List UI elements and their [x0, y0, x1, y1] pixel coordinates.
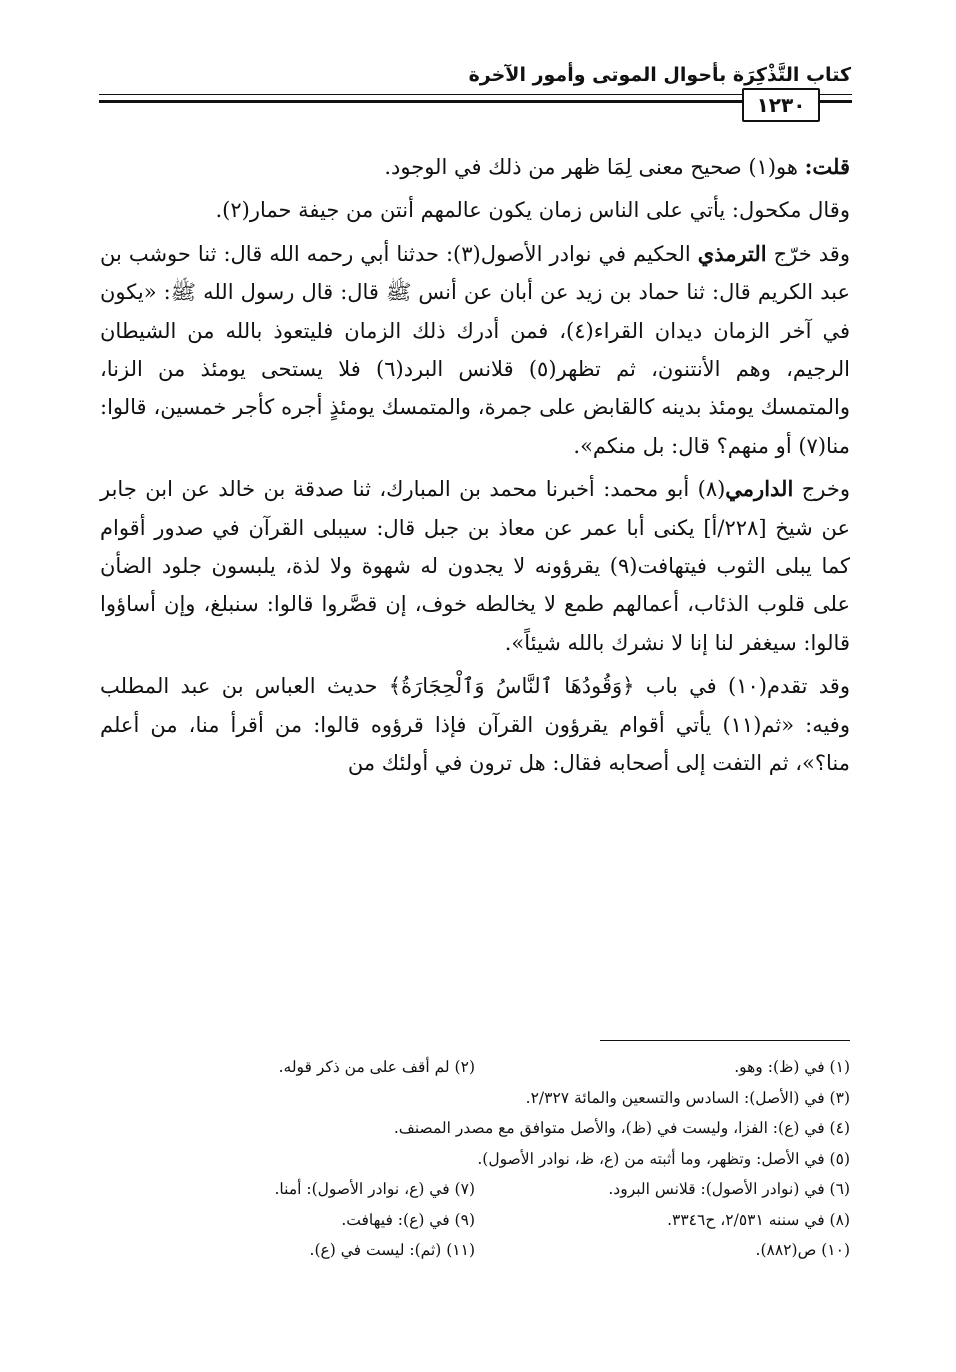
footnote-4: (٤) في (ع): الفزا، وليست في (ظ)، والأصل متوافق مع مصدر المصنف. — [393, 1119, 850, 1137]
footnote-row — [100, 1113, 850, 1144]
footnote-row — [100, 1052, 850, 1083]
header-rule-right-thick — [816, 100, 852, 103]
footnote-8: (٨) في سننه ٢/٥٣١، ح٣٣٤٦. — [667, 1210, 850, 1229]
paragraph-4-start: وخرج — [801, 477, 850, 502]
footnote-6: (٦) في (نوادر الأصول): قلانس البرود. — [608, 1180, 850, 1198]
running-header — [98, 64, 851, 112]
footnote-row — [100, 1174, 850, 1205]
footnote-separator — [600, 1040, 850, 1041]
paragraph-1-text: هو(١) صحيح معنى لِمَا ظهر من ذلك في الوجود. — [384, 155, 798, 179]
author-tirmidhi: الترمذي — [697, 240, 767, 266]
footnote-7: (٧) في (ع، نوادر الأصول): أمنا. — [274, 1180, 475, 1198]
footnote-2: (٢) لم أقف على من ذكر قوله. — [278, 1058, 475, 1076]
book-title: كتاب التَّذْكِرَة بأحوال الموتى وأمور الآخرة — [468, 64, 851, 86]
paragraph-4 — [100, 470, 850, 662]
paragraph-3-text: الحكيم في نوادر الأصول(٣): حدثنا أبي رحمه الله قال: ثنا حوشب بن عبد الكريم قال: ثنا حماد بن زيد عن أبان عن أنس ﷺ قال: قال رسول الله ﷺ: «يكون في آخر الزمان ديدان القراء(٤)، فمن أدرك ذلك الزمان فليتعوذ بالله من الشيطان الرجيم، وهم الأنتنون، ثم تظهر(٥) قلانس البرد(٦) فلا يستحى يومئذ من الزنا، والمتمسك يومئذ بدينه كالقابض على جمرة، والمتمسك يومئذٍ أجره كأجر خمسين، قالوا: منا(٧) أو منهم؟ قال: بل منكم». — [100, 241, 851, 458]
header-rule-top — [99, 94, 742, 95]
footnotes — [100, 1052, 850, 1266]
footnote-5: (٥) في الأصل: وتظهر، وما أثبته من (ع، ظ، نوادر الأصول). — [477, 1149, 850, 1168]
paragraph-3-start: وقد خرّج — [773, 241, 850, 266]
footnote-row — [100, 1235, 850, 1266]
paragraph-2: وقال مكحول: يأتي على الناس زمان يكون عالمهم أنتن من جيفة حمار(٢). — [215, 198, 850, 223]
paragraph-3 — [100, 235, 850, 465]
header-rule-thick — [99, 100, 742, 103]
paragraph-4-text: (٨) أبو محمد: أخبرنا محمد بن المبارك، ثنا صدقة بن خالد عن ابن جابر عن شيخ [٢٢٨/أ] يكنى أبا عمر عن معاذ بن جبل قال: سيبلى القرآن في صدور أقوام كما يبلى الثوب فيتهافت(٩) يقرؤونه لا يجدون له شهوة ولا لذة، يلبسون جلود الضأن على قلوب الذئاب، أعمالهم طمع لا يخالطه خوف، إن قصَّروا قالوا: سنبلغ، وإن أساؤوا قالوا: سيغفر لنا إنا لا نشرك بالله شيئاً». — [100, 477, 850, 655]
paragraph-1 — [100, 148, 850, 186]
page-number: ١٢٣٠ — [742, 88, 820, 122]
main-text — [100, 148, 850, 788]
author-darimi: الدارمي — [725, 476, 794, 502]
paragraph-5: وقد تقدم(١٠) في باب ﴿وَقُودُهَا ٱلنَّاسُ وَٱلْحِجَارَةُ﴾ حديث العباس بن عبد المطلب وفيه: «ثم(١١) يأتي أقوام يقرؤون القرآن فإذا قرؤوه قالوا: من أقرأ منا، من أعلم منا؟»، ثم التفت إلى أصحابه فقال: هل ترون في أولئك من — [100, 674, 850, 776]
footnote-1: (١) في (ظ): وهو. — [734, 1058, 850, 1076]
footnote-11: (١١) (ثم): ليست في (ع). — [309, 1241, 475, 1259]
footnote-10: (١٠) ص(٨٨٢). — [755, 1241, 850, 1259]
footnote-row — [100, 1144, 850, 1175]
footnote-row — [100, 1205, 850, 1236]
footnote-9: (٩) في (ع): فيهافت. — [341, 1210, 475, 1229]
footnote-3: (٣) في (الأصل): السادس والتسعين والمائة ٢/٣٢٧. — [525, 1088, 850, 1107]
lead-word: قلت: — [804, 154, 850, 179]
footnote-row — [100, 1083, 850, 1114]
header-rule-right — [816, 94, 852, 95]
